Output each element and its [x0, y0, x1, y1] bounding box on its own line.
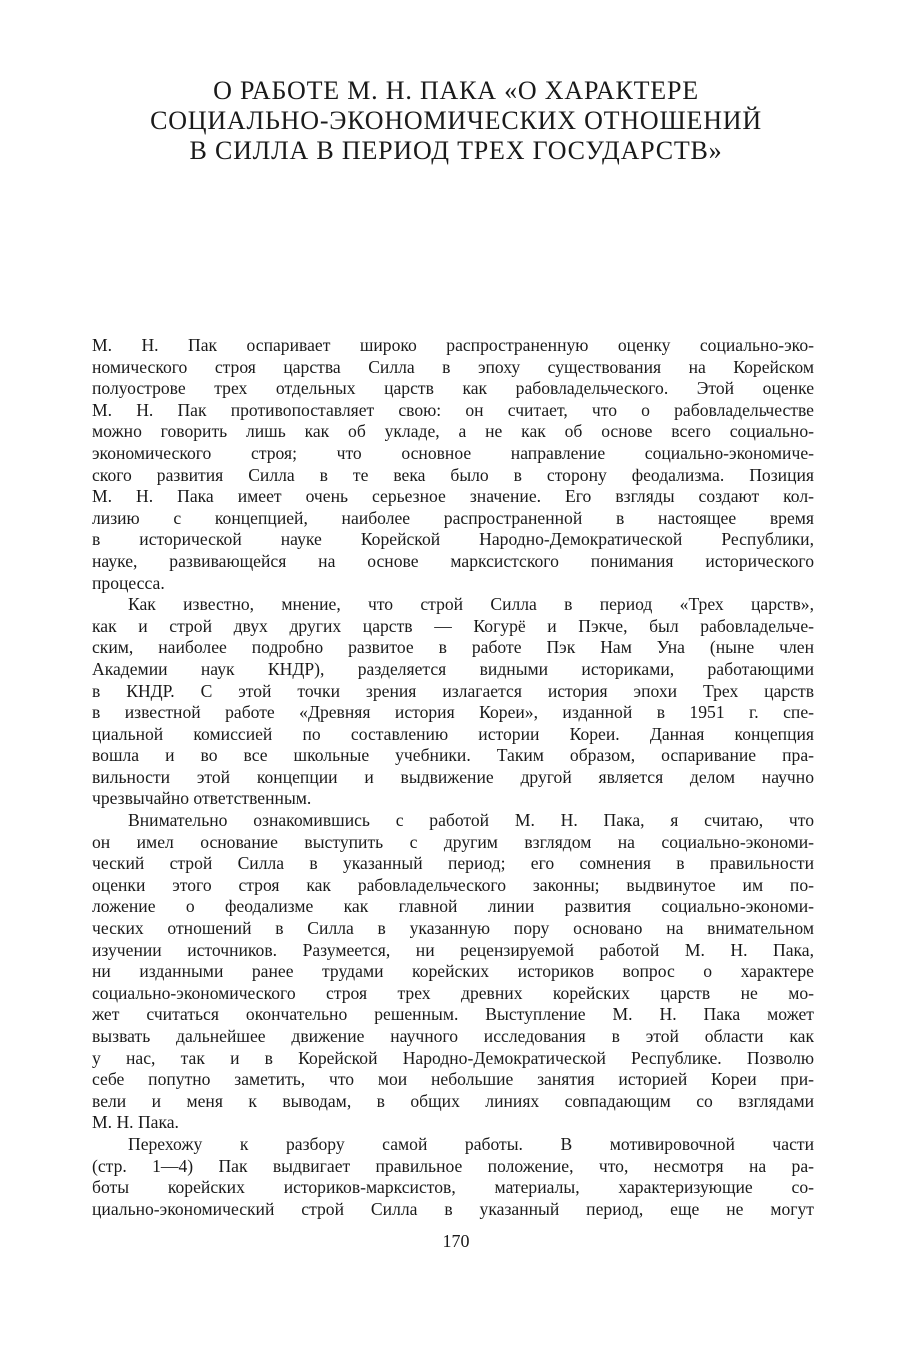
text-line: он имел основание выступить с другим взглядом на социально-экономи-: [92, 831, 814, 852]
text-line: как и строй двух других царств — Когурё и Пэкче, был рабовладельче-: [92, 615, 814, 636]
paragraph: [92, 810, 814, 1134]
text-line: жет считаться окончательно решенным. Выступление М. Н. Пака может: [92, 1004, 814, 1025]
text-line: вильности этой концепции и выдвижение другой является делом научно: [92, 766, 814, 787]
text-line: науке, развивающейся на основе марксистского понимания исторического: [92, 550, 814, 571]
text-line: циальной комиссией по составлению истории Кореи. Данная концепция: [92, 723, 814, 744]
text-line: у нас, так и в Корейской Народно-Демократической Республике. Позволю: [92, 1047, 814, 1068]
title-line: СОЦИАЛЬНО-ЭКОНОМИЧЕСКИХ ОТНОШЕНИЙ: [150, 106, 762, 135]
text-line: Академии наук КНДР), разделяется видными историками, работающими: [92, 658, 814, 679]
paragraph: [92, 1134, 814, 1220]
text-line: оценки этого строя как рабовладельческого законны; выдвинутое им по-: [92, 874, 814, 895]
text-line: М. Н. Пака.: [92, 1112, 179, 1133]
text-line: полуострове трех отдельных царств как рабовладельческого. Этой оценке: [92, 378, 814, 399]
text-line: ским, наиболее подробно развитое в работе Пэк Нам Уна (ныне член: [92, 637, 814, 658]
text-line: социально-экономического строя трех древних корейских царств не мо-: [92, 982, 814, 1003]
text-line: номического строя царства Силла в эпоху существования на Корейском: [92, 356, 814, 377]
text-line: изучении источников. Разумеется, ни рецензируемой работой М. Н. Пака,: [92, 939, 814, 960]
text-line: циально-экономический строй Силла в указанный период, еще не могут: [92, 1198, 814, 1219]
text-line: лизию с концепцией, наиболее распространенной в настоящее время: [92, 507, 814, 528]
text-line: вызвать дальнейшее движение научного исследования в этой области как: [92, 1026, 814, 1046]
text-line: Как известно, мнение, что строй Силла в период «Трех царств»,: [128, 594, 814, 615]
text-line: экономического строя; что основное направление социально-экономиче-: [92, 442, 814, 463]
text-line: вошла и во все школьные учебники. Таким образом, оспаривание пра-: [92, 745, 814, 766]
text-line: боты корейских историков-марксистов, материалы, характеризующие со-: [92, 1177, 814, 1198]
text-line: вели и меня к выводам, в общих линиях совпадающим со взглядами: [92, 1090, 814, 1111]
text-line: в исторической науке Корейской Народно-Демократической Республики,: [92, 529, 814, 550]
text-line: ложение о феодализме как главной линии развития социально-экономи-: [92, 896, 814, 917]
text-line: чрезвычайно ответственным.: [92, 788, 312, 809]
text-line: М. Н. Пака имеет очень серьезное значение. Его взгляды создают кол-: [92, 486, 814, 507]
article-body: [92, 335, 814, 1220]
text-line: процесса.: [92, 572, 165, 593]
text-line: можно говорить лишь как об укладе, а не как об основе всего социально-: [92, 421, 814, 442]
paragraph: [92, 335, 814, 594]
text-line: ческий строй Силла в указанный период; его сомнения в правильности: [92, 853, 814, 874]
text-line: Перехожу к разбору самой работы. В мотивировочной части: [128, 1133, 814, 1154]
text-line: М. Н. Пак оспаривает широко распространенную оценку социально-эко-: [92, 335, 814, 355]
text-line: себе попутно заметить, что мои небольшие занятия историей Кореи при-: [92, 1069, 814, 1090]
text-line: в известной работе «Древняя история Кореи», изданной в 1951 г. спе-: [92, 702, 814, 723]
text-line: ни изданными ранее трудами корейских историков вопрос о характере: [92, 961, 814, 982]
article-title: [100, 76, 812, 166]
page-number: 170: [442, 1231, 470, 1251]
title-line: О РАБОТЕ М. Н. ПАКА «О ХАРАКТЕРЕ: [213, 76, 699, 105]
text-line: Внимательно ознакомившись с работой М. Н. Пака, я считаю, что: [128, 810, 814, 831]
text-line: ского развития Силла в те века было в сторону феодализма. Позиция: [92, 464, 814, 485]
text-line: в КНДР. С этой точки зрения излагается история эпохи Трех царств: [92, 680, 814, 701]
text-line: ческих отношений в Силла в указанную пору основано на внимательном: [92, 918, 814, 939]
text-line: М. Н. Пак противопоставляет свою: он считает, что о рабовладельчестве: [92, 399, 814, 420]
paragraph: [92, 594, 814, 810]
text-line: (стр. 1—4) Пак выдвигает правильное положение, что, несмотря на ра-: [92, 1155, 814, 1176]
title-line: В СИЛЛА В ПЕРИОД ТРЕХ ГОСУДАРСТВ»: [189, 136, 723, 165]
